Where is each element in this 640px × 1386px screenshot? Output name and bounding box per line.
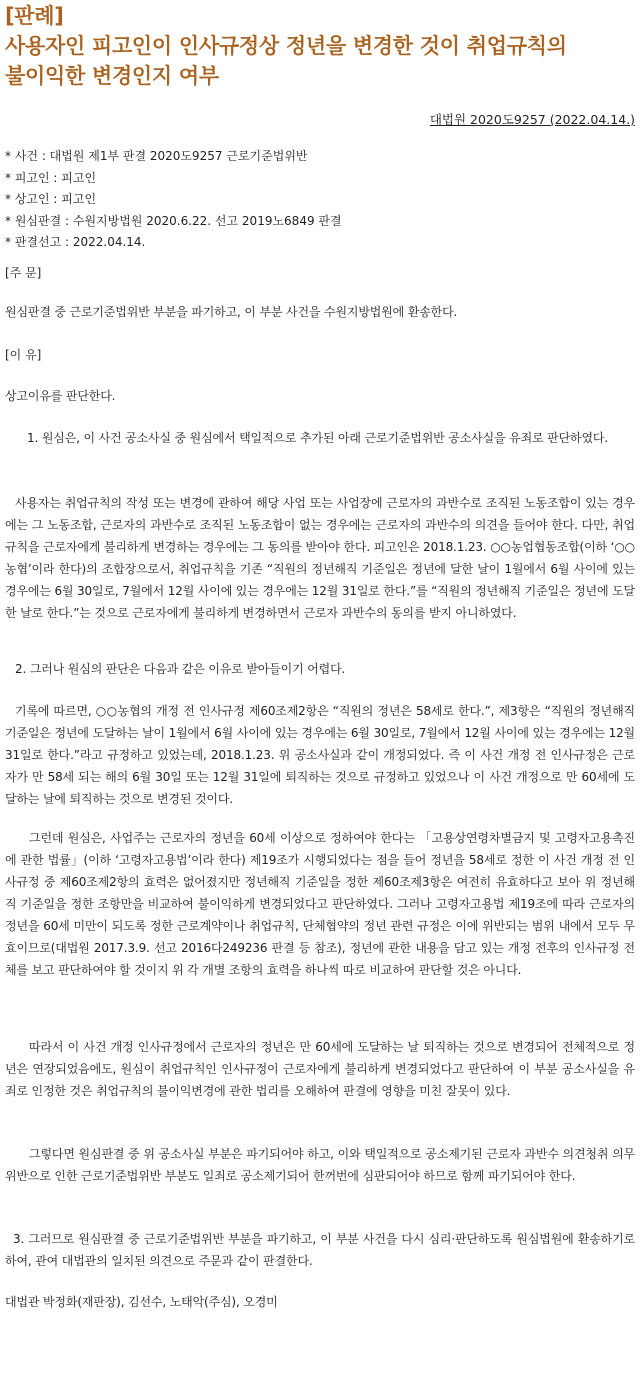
- case-reference: [5, 111, 635, 129]
- reason-paragraph-2: 사용자는 취업규칙의 작성 또는 변경에 관하여 해당 사업 또는 사업장에 근로자의 과반수로 조직된 노동조합이 있는 경우에는 그 노동조합, 근로자의 과반수로 조직된 노동조합이 없는 경우에는 근로자의 과반수의 의견을 들어야 한다. 다만, 취업규칙을 근로자에게 불리하게 변경하는 경우에는 그 동의를 받아야 한다. 피고인은 2018.1.23. ○○농업협동조합(이하 ‘○○농협’이라 한다)의 조합장으로서, 취업규칙을 기존 “직원의 정년해직 기준일은 정년에 달한 날이 1월에서 6월 사이에 있는 경우에는 6월 30일로, 7월에서 12월 사이에 있는 경우에는 12월 31일로 한다.”를 “직원의 정년해직 기준일은 정년에 도달한 날로 한다.”는 것으로 근로자에게 불리하게 변경하면서 근로자 과반수의 동의를 받지 아니하였다.: [5, 496, 635, 620]
- order-label: [주 문]: [5, 266, 42, 280]
- reason-paragraph-1: 1. 원심은, 이 사건 공소사실 중 원심에서 택일적으로 추가된 아래 근로기준법위반 공소사실을 유죄로 판단하였다.: [27, 431, 609, 445]
- title-tag: [판례]: [5, 4, 64, 28]
- reasons-intro: 상고이유를 판단한다.: [5, 389, 116, 403]
- meta-appellant: * 상고인 : 피고인: [5, 192, 97, 207]
- justices-line: 대법관 박정화(재판장), 김선수, 노태악(주심), 오경미: [5, 1295, 278, 1309]
- reason-paragraph-4: 기록에 따르면, ○○농협의 개정 전 인사규정 제60조제2항은 “직원의 정년은 58세로 한다.”, 제3항은 “직원의 정년해직 기준일은 정년에 도달하는 날이 1월에서 6월 사이에 있는 경우에는 6월 30일로, 7월에서 12월 사이에 있는 경우에는 12월 31일로 한다.”라고 규정하고 있었는데, 2018.1.23. 위 공소사실과 같이 개정되었다. 즉 이 사건 개정 전 인사규정은 근로자가 만 58세 되는 해의 6월 30일 또는 12월 31일에 퇴직하는 것으로 규정하고 있었으나 이 사건 개정으로 만 60세에 도달하는 날에 퇴직하는 것으로 변경된 것이다.: [5, 704, 635, 806]
- meta-lower-judgment: * 원심판결 : 수원지방법원 2020.6.22. 선고 2019노6849 판결: [5, 213, 342, 228]
- order-text: 원심판결 중 근로기준법위반 부분을 파기하고, 이 부분 사건을 수원지방법원에 환송한다.: [5, 305, 458, 319]
- case-reference-text: 대법원 2020도9257 (2022.04.14.): [429, 112, 635, 127]
- case-meta-list: [5, 146, 635, 254]
- reason-paragraph-6: 따라서 이 사건 개정 인사규정에서 근로자의 정년은 만 60세에 도달하는 날 퇴직하는 것으로 변경되어 전체적으로 정년은 연장되었음에도, 원심이 취업규칙인 인사규정이 근로자에게 불리하게 변경되었다고 판단하여 이 부분 공소사실을 유죄로 인정한 것은 취업규칙의 불이익변경에 관한 법리를 오해하여 판결에 영향을 미친 잘못이 있다.: [5, 1040, 635, 1098]
- document-title: [5, 0, 635, 91]
- meta-case: * 사건 : 대법원 제1부 판결 2020도9257 근로기준법위반: [5, 149, 308, 163]
- title-line-2: 불이익한 변경인지 여부: [5, 64, 219, 88]
- reasons-label: [이 유]: [5, 348, 42, 362]
- title-line-1: 사용자인 피고인이 인사규정상 정년을 변경한 것이 취업규칙의: [5, 34, 567, 58]
- meta-decision-date: * 판결선고 : 2022.04.14.: [5, 235, 146, 250]
- reason-paragraph-3: 2. 그러나 원심의 판단은 다음과 같은 이유로 받아들이기 어렵다.: [15, 662, 346, 676]
- reason-paragraph-8: 3. 그러므로 원심판결 중 근로기준법위반 부분을 파기하고, 이 부분 사건을 다시 심리·판단하도록 원심법원에 환송하기로 하여, 관여 대법관의 일치된 의견으로 주문과 같이 판결한다.: [5, 1232, 635, 1268]
- meta-defendant: * 피고인 : 피고인: [5, 170, 97, 185]
- reason-paragraph-5: 그런데 원심은, 사업주는 근로자의 정년을 60세 이상으로 정하여야 한다는 「고용상연령차별금지 및 고령자고용촉진에 관한 법률」(이하 ‘고령자고용법’이라 한다) 제19조가 시행되었다는 점을 들어 정년을 58세로 정한 이 사건 개정 전 인사규정 중 제60조제2항의 효력은 없어졌지만 정년해직 기준일을 정한 제60조제3항은 여전히 유효하다고 보아 위 정년해직 기준일을 정한 조항만을 비교하여 불이익하게 변경되었다고 판단하였다. 그러나 고령자고용법 제19조에 따라 근로자의 정년을 60세 미만이 되도록 정한 근로계약이나 취업규칙, 단체협약의 정년 관련 규정은 이에 위반되는 범위 내에서 모두 무효이므로(대법원 2017.3.9. 선고 2016다249236 판결 등 참조), 정년에 관한 내용을 담고 있는 개정 전후의 인사규정 전체를 보고 판단하여야 할 것이지 위 각 개별 조항의 효력을 하나씩 따로 비교하여 판단할 것은 아니다.: [5, 831, 635, 977]
- reason-paragraph-7: 그렇다면 원심판결 중 위 공소사실 부분은 파기되어야 하고, 이와 택일적으로 공소제기된 근로자 과반수 의견청취 의무위반으로 인한 근로기준법위반 부분도 일죄로 공소제기되어 한꺼번에 심판되어야 하므로 함께 파기되어야 한다.: [5, 1147, 635, 1183]
